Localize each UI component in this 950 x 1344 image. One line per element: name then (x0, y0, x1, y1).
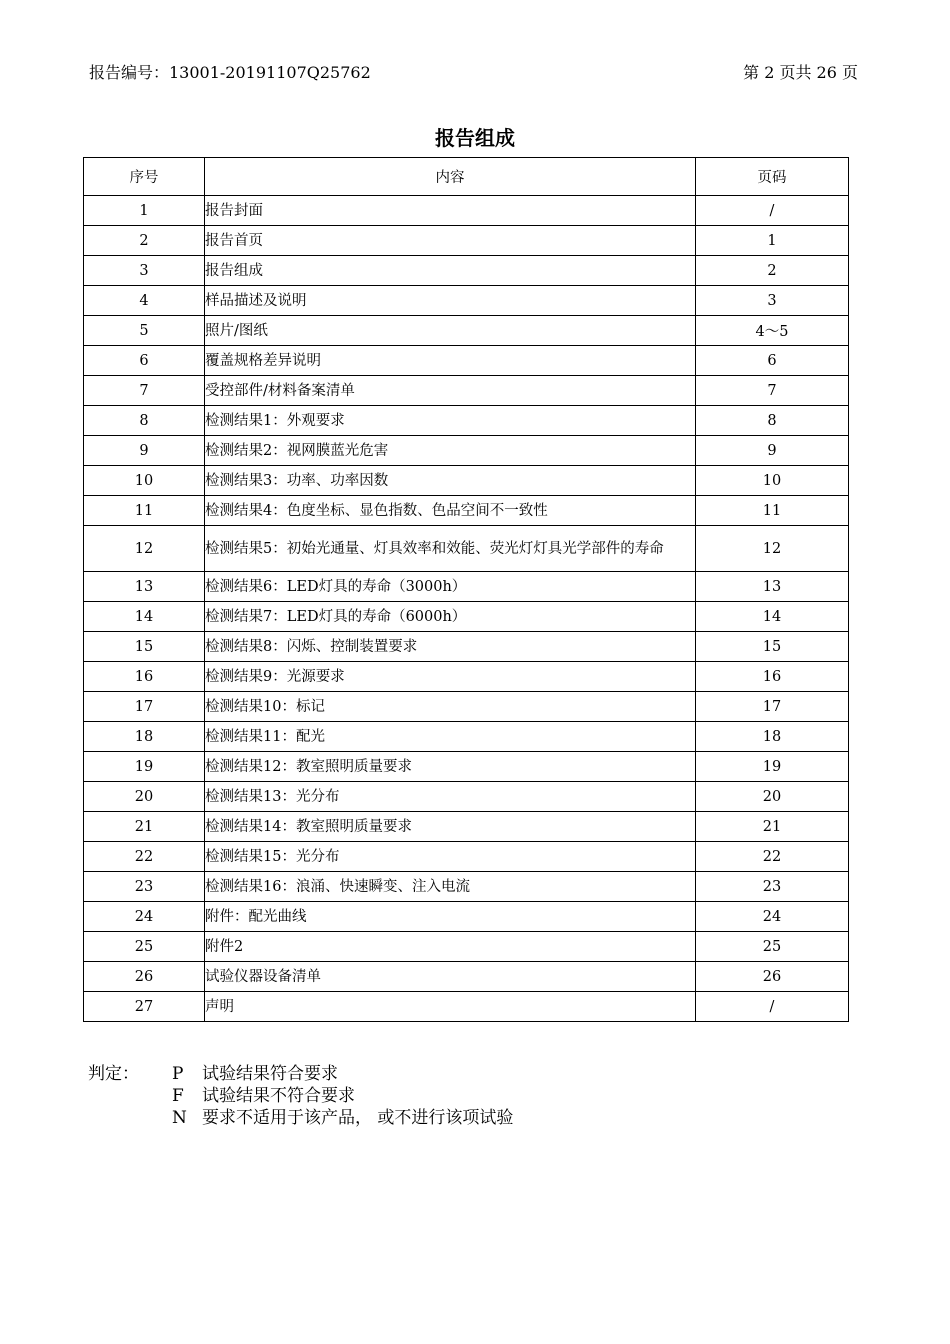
cell-page: 9 (696, 436, 849, 466)
cell-index: 20 (84, 782, 205, 812)
cell-content: 样品描述及说明 (205, 286, 696, 316)
cell-index: 7 (84, 376, 205, 406)
column-header-page: 页码 (696, 158, 849, 196)
cell-content: 检测结果10：标记 (205, 692, 696, 722)
table-row (84, 526, 849, 572)
cell-page: 18 (696, 722, 849, 752)
table-row (84, 722, 849, 752)
cell-page: 15 (696, 632, 849, 662)
cell-index: 17 (84, 692, 205, 722)
legend-text: 要求不适用于该产品， 或不进行该项试验 (202, 1108, 514, 1128)
table-row (84, 316, 849, 346)
table-row (84, 662, 849, 692)
cell-content: 检测结果12：教室照明质量要求 (205, 752, 696, 782)
cell-content: 检测结果9：光源要求 (205, 662, 696, 692)
cell-index: 15 (84, 632, 205, 662)
table-row (84, 872, 849, 902)
legend-text: 试验结果不符合要求 (202, 1086, 355, 1106)
cell-index: 27 (84, 992, 205, 1022)
table-row (84, 602, 849, 632)
cell-content: 检测结果16：浪涌、快速瞬变、注入电流 (205, 872, 696, 902)
cell-page: 8 (696, 406, 849, 436)
cell-page: 14 (696, 602, 849, 632)
cell-content: 报告封面 (205, 196, 696, 226)
cell-index: 2 (84, 226, 205, 256)
cell-index: 24 (84, 902, 205, 932)
table-row (84, 286, 849, 316)
cell-content: 附件：配光曲线 (205, 902, 696, 932)
cell-index: 21 (84, 812, 205, 842)
table-row (84, 842, 849, 872)
legend-item-pass (172, 1064, 338, 1085)
legend-code: N (172, 1108, 187, 1128)
cell-index: 5 (84, 316, 205, 346)
cell-index: 26 (84, 962, 205, 992)
cell-index: 1 (84, 196, 205, 226)
cell-page: 3 (696, 286, 849, 316)
table-row (84, 932, 849, 962)
table-row (84, 632, 849, 662)
cell-content: 检测结果1：外观要求 (205, 406, 696, 436)
table-header-row (84, 158, 849, 196)
table-row (84, 962, 849, 992)
cell-index: 6 (84, 346, 205, 376)
page-header (89, 60, 858, 84)
cell-content: 检测结果3：功率、功率因数 (205, 466, 696, 496)
cell-page: 13 (696, 572, 849, 602)
cell-content: 照片/图纸 (205, 316, 696, 346)
table-row (84, 406, 849, 436)
contents-table (83, 157, 849, 1022)
cell-content: 检测结果5：初始光通量、灯具效率和效能、荧光灯灯具光学部件的寿命 (205, 526, 696, 572)
cell-page: 26 (696, 962, 849, 992)
cell-page: 25 (696, 932, 849, 962)
cell-page: 17 (696, 692, 849, 722)
report-number: 报告编号：13001-20191107Q25762 (89, 63, 371, 82)
cell-page: 1 (696, 226, 849, 256)
cell-content: 报告首页 (205, 226, 696, 256)
legend-code: F (172, 1086, 184, 1106)
cell-index: 10 (84, 466, 205, 496)
cell-index: 12 (84, 526, 205, 572)
cell-content: 检测结果4：色度坐标、显色指数、色品空间不一致性 (205, 496, 696, 526)
legend-code: P (172, 1064, 184, 1084)
cell-index: 13 (84, 572, 205, 602)
cell-page: 22 (696, 842, 849, 872)
cell-page: 20 (696, 782, 849, 812)
cell-page: 21 (696, 812, 849, 842)
cell-index: 25 (84, 932, 205, 962)
table-row (84, 992, 849, 1022)
cell-content: 检测结果2：视网膜蓝光危害 (205, 436, 696, 466)
column-header-content: 内容 (205, 158, 696, 196)
table-row (84, 752, 849, 782)
cell-content: 检测结果11：配光 (205, 722, 696, 752)
cell-page: / (696, 992, 849, 1022)
column-header-index: 序号 (84, 158, 205, 196)
table-row (84, 196, 849, 226)
cell-content: 检测结果8：闪烁、控制装置要求 (205, 632, 696, 662)
cell-index: 11 (84, 496, 205, 526)
cell-page: 23 (696, 872, 849, 902)
cell-page: 12 (696, 526, 849, 572)
legend-label: 判定： (88, 1064, 139, 1084)
cell-index: 8 (84, 406, 205, 436)
cell-page: 2 (696, 256, 849, 286)
cell-page: 4～5 (696, 316, 849, 346)
table-body (84, 196, 849, 1022)
cell-content: 试验仪器设备清单 (205, 962, 696, 992)
cell-index: 4 (84, 286, 205, 316)
table-row (84, 376, 849, 406)
cell-page: 16 (696, 662, 849, 692)
table-row (84, 902, 849, 932)
table-row (84, 226, 849, 256)
table-row (84, 812, 849, 842)
cell-page: 11 (696, 496, 849, 526)
cell-content: 检测结果14：教室照明质量要求 (205, 812, 696, 842)
cell-index: 19 (84, 752, 205, 782)
legend-text: 试验结果符合要求 (202, 1064, 338, 1084)
cell-index: 22 (84, 842, 205, 872)
cell-index: 9 (84, 436, 205, 466)
cell-content: 检测结果13：光分布 (205, 782, 696, 812)
cell-page: / (696, 196, 849, 226)
cell-page: 10 (696, 466, 849, 496)
table-row (84, 572, 849, 602)
cell-content: 检测结果6：LED灯具的寿命（3000h） (205, 572, 696, 602)
table-row (84, 782, 849, 812)
cell-index: 18 (84, 722, 205, 752)
cell-content: 附件2 (205, 932, 696, 962)
table-row (84, 436, 849, 466)
cell-page: 6 (696, 346, 849, 376)
cell-index: 14 (84, 602, 205, 632)
cell-content: 声明 (205, 992, 696, 1022)
table-row (84, 346, 849, 376)
cell-page: 7 (696, 376, 849, 406)
cell-content: 检测结果15：光分布 (205, 842, 696, 872)
legend-item-na (172, 1108, 513, 1129)
legend-item-fail (172, 1086, 355, 1107)
page-title: 报告组成 (435, 126, 515, 150)
table-row (84, 256, 849, 286)
cell-content: 检测结果7：LED灯具的寿命（6000h） (205, 602, 696, 632)
table-row (84, 692, 849, 722)
cell-index: 16 (84, 662, 205, 692)
table-row (84, 466, 849, 496)
cell-content: 报告组成 (205, 256, 696, 286)
cell-page: 24 (696, 902, 849, 932)
cell-index: 3 (84, 256, 205, 286)
cell-page: 19 (696, 752, 849, 782)
page-info: 第 2 页共 26 页 (743, 63, 858, 82)
cell-index: 23 (84, 872, 205, 902)
cell-content: 覆盖规格差异说明 (205, 346, 696, 376)
table-row (84, 496, 849, 526)
cell-content: 受控部件/材料备案清单 (205, 376, 696, 406)
